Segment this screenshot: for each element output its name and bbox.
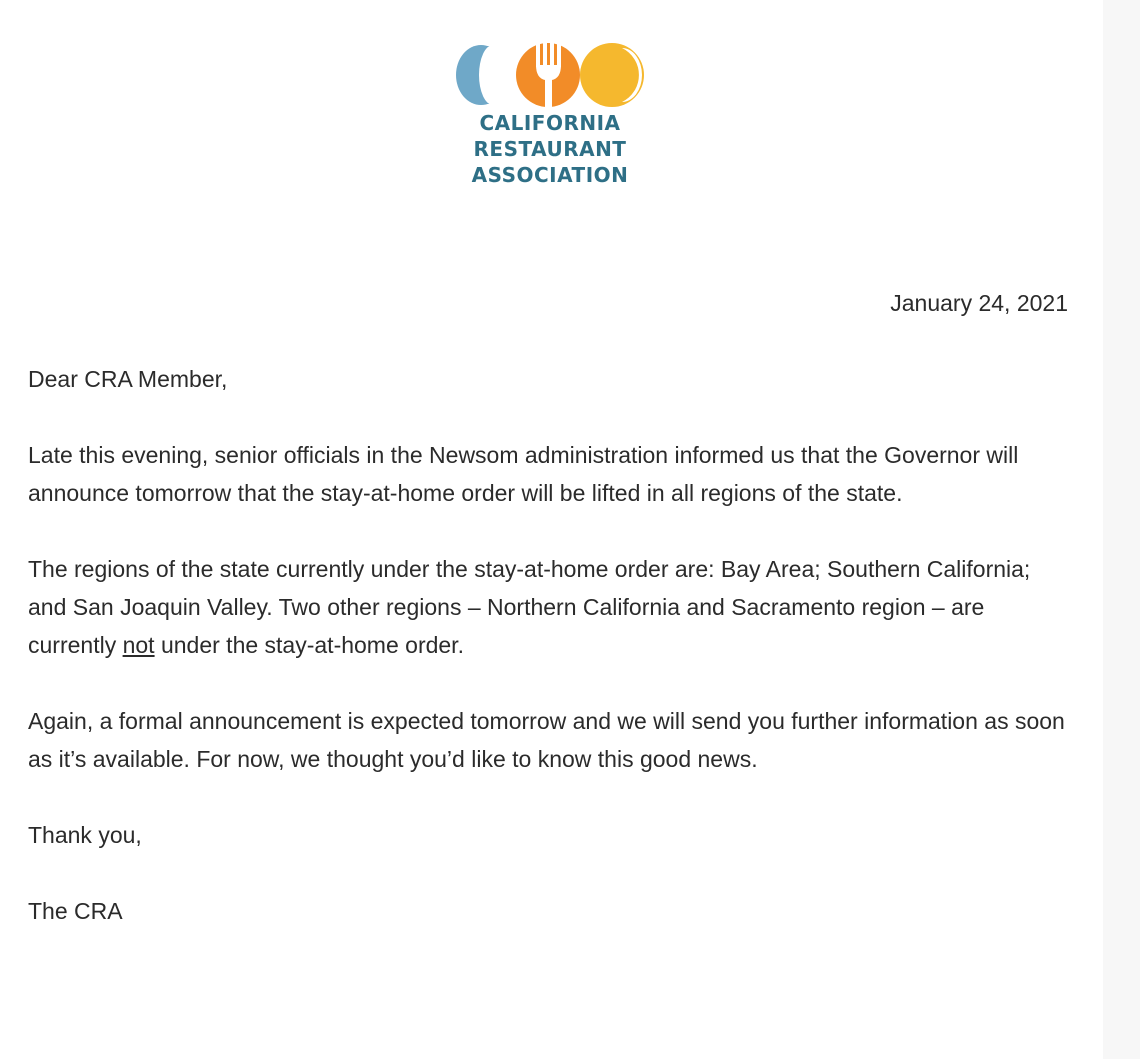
paragraph-2-after: under the stay-at-home order. — [154, 632, 464, 658]
logo-line-1: CALIFORNIA — [479, 111, 621, 135]
paragraph-2 — [28, 550, 1068, 664]
logo-line-3: ASSOCIATION — [471, 163, 629, 187]
logo-wordmark — [452, 110, 648, 188]
closing: Thank you, — [28, 822, 142, 848]
logo-mark-icon — [452, 40, 648, 110]
cra-logo — [452, 40, 648, 190]
signature: The CRA — [28, 898, 123, 924]
letter-date: January 24, 2021 — [890, 290, 1068, 316]
logo-line-2: RESTAURANT — [473, 137, 627, 161]
paragraph-2-before: The regions of the state currently under the stay-at-home order are: Bay Area; Southern California; and San Joaquin Valley. Two other regions – Northern California and Sacramento region – are currently — [28, 556, 1031, 658]
right-gutter — [1103, 0, 1140, 1059]
paragraph-1: Late this evening, senior officials in the Newsom administration informed us that the Governor will announce tomorrow that the stay-at-home order will be lifted in all regions of the state. — [28, 442, 1019, 506]
letter-body — [28, 284, 1068, 968]
paragraph-2-emphasis: not — [122, 632, 155, 658]
paragraph-3: Again, a formal announcement is expected tomorrow and we will send you further information as soon as it’s available. For now, we thought you’d like to know this good news. — [28, 708, 1065, 772]
salutation: Dear CRA Member, — [28, 366, 228, 392]
